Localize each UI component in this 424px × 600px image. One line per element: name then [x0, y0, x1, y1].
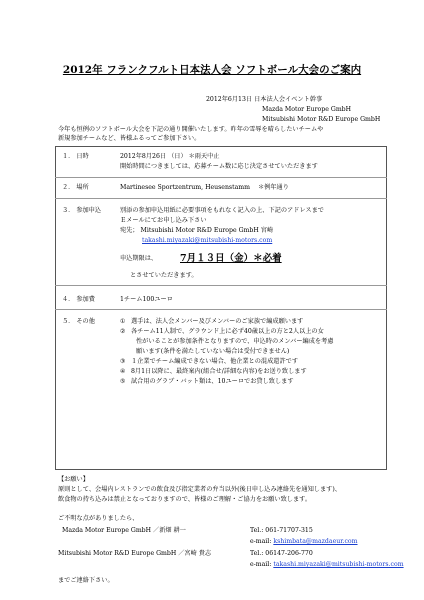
section-1-date: 2012年8月26日 （日） ＊雨天中止: [120, 153, 220, 160]
email-label: e-mail:: [250, 538, 272, 545]
contact-2-name: Mitsubishi Motor R&D Europe GmbH ／宮崎 貴志: [58, 550, 212, 557]
other-item-1: [120, 318, 303, 326]
item-text: 選手は、法人会メンバー及びメンバーのご家族で編成願います: [130, 318, 304, 325]
notice-heading: 【お願い】: [58, 476, 89, 483]
item-marker: ②: [120, 328, 126, 335]
venue-note: ＊例年通り: [258, 184, 289, 191]
organizer-mitsubishi: Mitsubishi Motor R&D Europe GmbH: [262, 116, 381, 123]
contact-1-name: Mazda Motor Europe GmbH ／新畑 耕一: [62, 527, 186, 534]
addressee: 宛先； Mitsubishi Motor R&D Europe GmbH 宮崎: [120, 227, 274, 234]
other-item-2-cont-2: 願います(条件を満たしていない場合は受付できません): [136, 348, 290, 355]
intro-line-1: 今年も恒例のソフトボール大会を下記の通り開催いたします。昨年の雪辱を晴らしたいチームや: [58, 126, 324, 133]
application-email-link[interactable]: takashi.miyazaki@mitsubishi-motors.com: [142, 237, 273, 244]
section-2-label: ２． 場所: [62, 184, 89, 191]
contact-closing: までご連絡下さい。: [58, 577, 114, 584]
divider: [55, 285, 387, 286]
divider: [55, 198, 387, 199]
contact-2-tel: Tel.: 06147-206-770: [250, 550, 313, 557]
item-text: １企業でチーム編成できない場合、他企業との混成還許です: [130, 358, 299, 365]
email-label: e-mail:: [250, 561, 272, 568]
item-marker: ④: [120, 368, 126, 375]
divider: [55, 309, 387, 310]
intro-line-2: 新規参加チームなど、皆様ふるってご参加下さい。: [58, 135, 201, 142]
application-line-1: 別添の参加申込用紙に必要事項をもれなく記入の上、下記のアドレスまで: [120, 207, 324, 214]
section-1-label: １． 日時: [62, 153, 89, 160]
item-text: 8月1日以降に、最終案内(組合せ/詳細な内容)をお送り致します: [130, 368, 307, 375]
date-line: 2012年6月13日 日本法人会イベント幹事: [206, 96, 323, 103]
deadline-tail: とさせていただきます。: [130, 272, 198, 279]
page-title: 2012年 フランクフルト日本法人会 ソフトボール大会のご案内: [62, 64, 362, 76]
participation-fee: 1チーム100ユーロ: [120, 296, 173, 303]
other-item-4: [120, 368, 307, 376]
contact-1-email-row: [250, 538, 358, 546]
other-item-2: [120, 328, 324, 336]
section-5-label: ５． その他: [62, 318, 95, 325]
section-3-label: ３． 参加申込: [62, 207, 102, 214]
item-text: 各チーム11人制で、グラウンド上に必ず40歳以上の方と2人以上の女: [130, 328, 324, 335]
section-4-label: ４． 参加費: [62, 296, 95, 303]
other-item-2-cont-1: 性がいることが参加条件となりますので、申込時のメンバー編成を考慮: [136, 338, 334, 345]
contact-1-email-link[interactable]: kshimbata@mazdaeur.com: [273, 538, 358, 545]
contact-2-email-link[interactable]: takashi.miyazaki@mitsubishi-motors.com: [273, 561, 404, 568]
item-marker: ①: [120, 318, 126, 325]
item-marker: ③: [120, 358, 126, 365]
organizer-mazda: Mazda Motor Europe GmbH: [262, 106, 352, 113]
notice-line-1: 原則として、会場内レストランでの飲食及び指定業者の弁当以外(後日申し込み連絡先を通知します)、: [58, 486, 341, 493]
application-line-2: Ｅメールにてお申し込み下さい: [120, 217, 207, 224]
contact-intro: ご不明な点がありましたら、: [58, 515, 139, 522]
section-1-start-time: 開始時間につきましては、応募チーム数に応じ決定させていただきます: [120, 163, 318, 170]
divider: [55, 177, 387, 178]
item-marker: ⑤: [120, 378, 126, 385]
deadline-date: 7月１３日（金）＊必着: [180, 253, 282, 264]
deadline-label: 申込期限は、: [120, 255, 158, 262]
contact-2-email-row: [250, 561, 404, 569]
venue: Martinesee Sportzentrum, Heusenstamm: [120, 184, 251, 191]
details-box: [55, 146, 387, 470]
notice-line-2: 飲食物の持ち込みは禁止となっておりますので、皆様のご理解・ご協力をお願い致します。: [58, 496, 312, 503]
other-item-5: [120, 378, 294, 386]
item-text: 試合用のグラブ・バット類は、10ユーロでお貸し致します: [130, 378, 294, 385]
contact-1-tel: Tel.: 061-71707-315: [250, 527, 313, 534]
other-item-3: [120, 358, 298, 366]
